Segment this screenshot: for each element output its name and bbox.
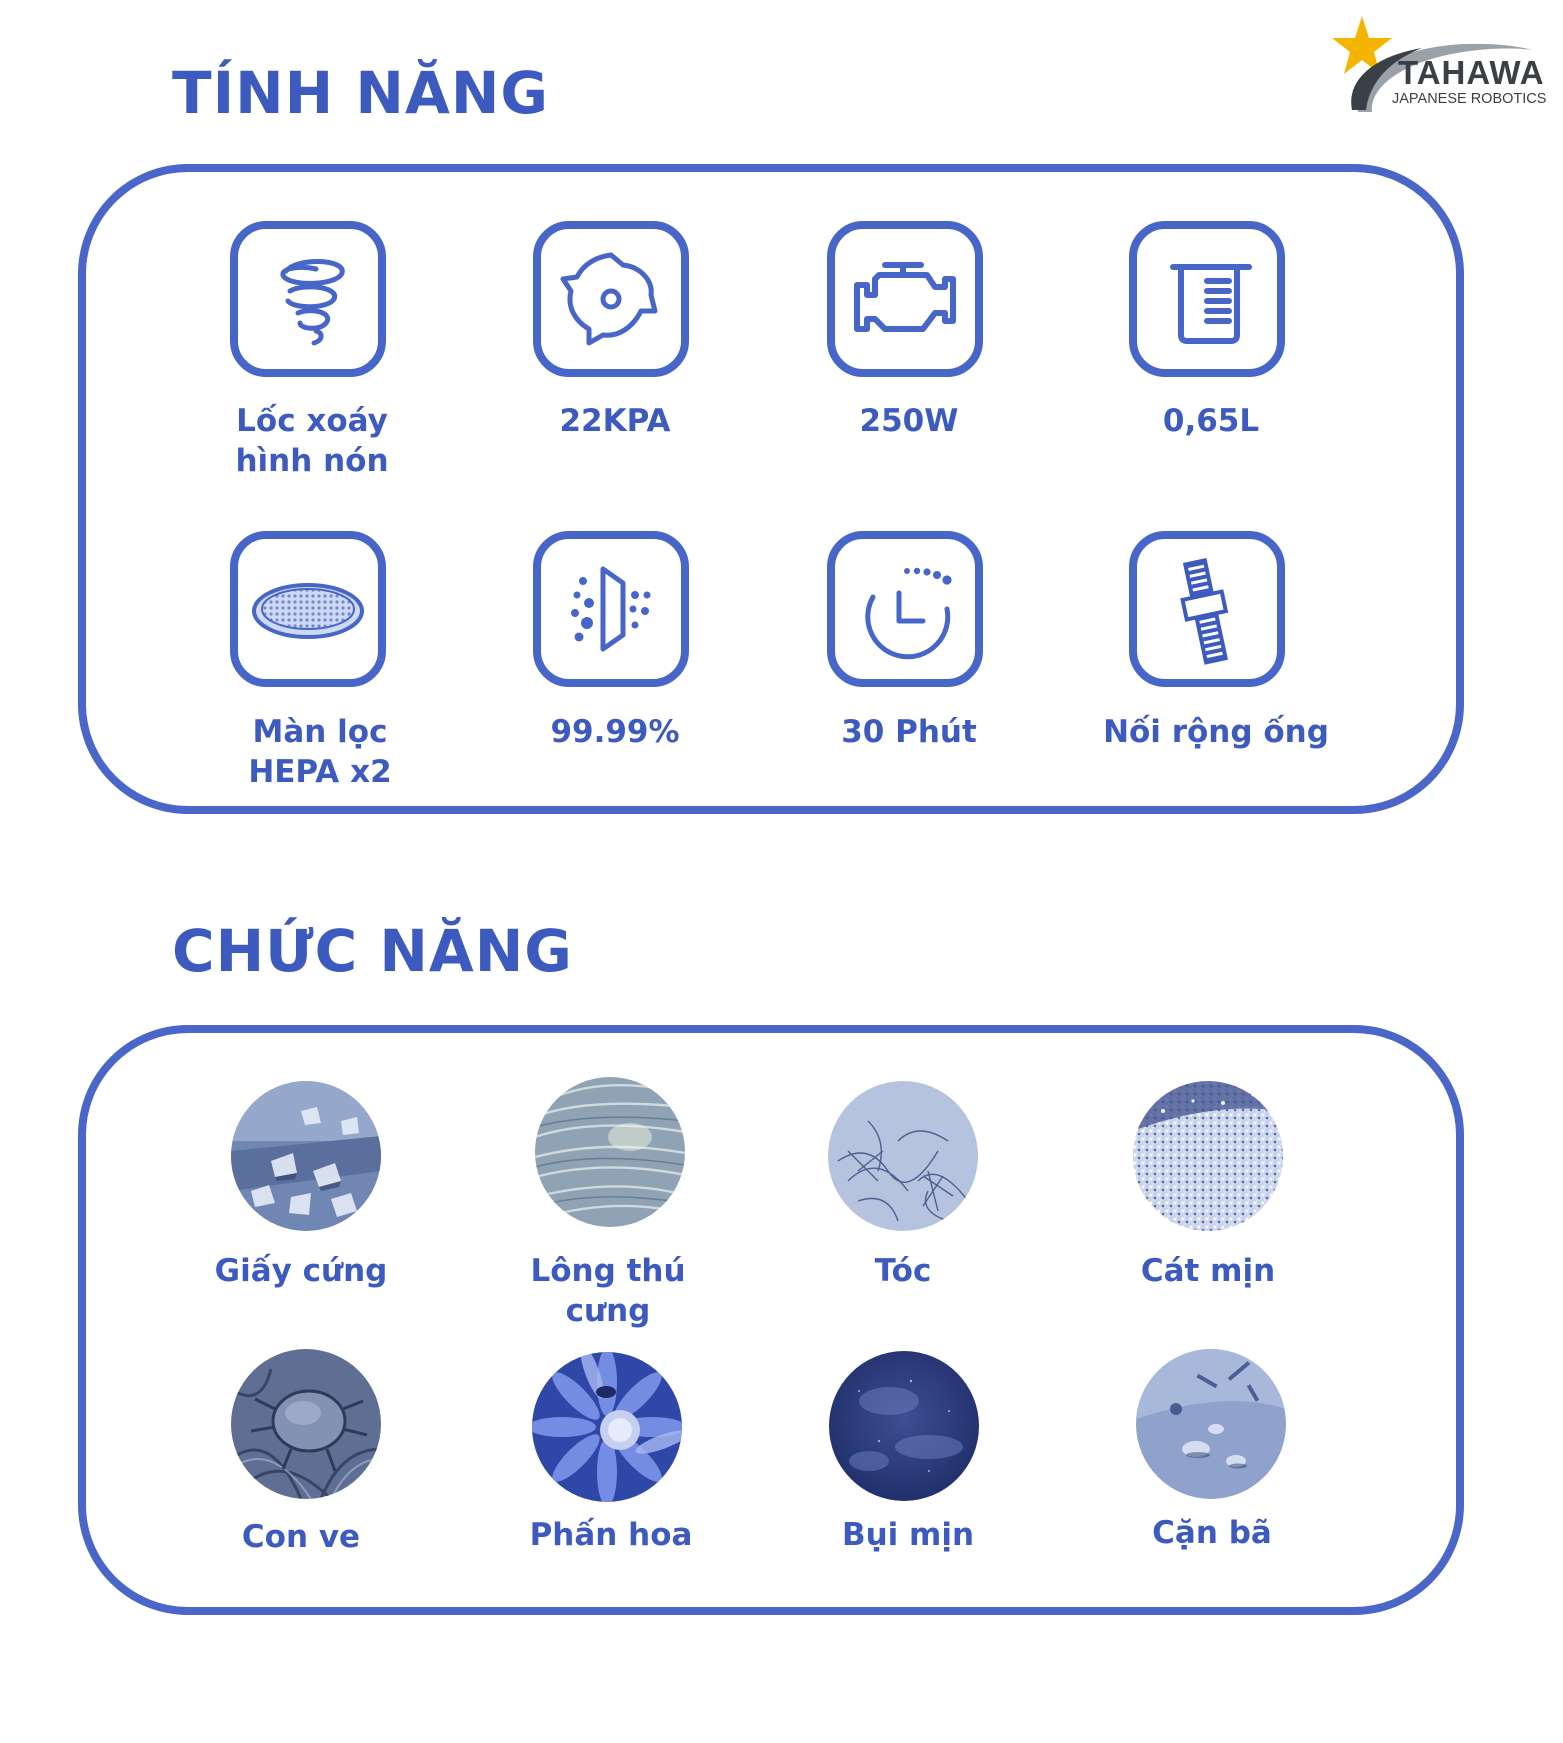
feature-label: Lốc xoáy hình nón	[235, 403, 389, 479]
fan-blade-icon	[533, 221, 689, 377]
tahawa-logo	[1322, 14, 1552, 114]
functions-title: CHỨC NĂNG	[172, 917, 573, 985]
feature-label: Màn lọc HEPA x2	[248, 714, 392, 790]
beaker-icon	[1129, 221, 1285, 377]
engine-icon	[827, 221, 983, 377]
feature-label: 99.99%	[550, 714, 680, 750]
function-label: Con ve	[241, 1519, 361, 1555]
function-label: Cặn bã	[1152, 1515, 1272, 1551]
features-title: TÍNH NĂNG	[172, 59, 549, 127]
feature-label: 30 Phút	[841, 714, 977, 750]
cyclone-icon	[230, 221, 386, 377]
pollen-flower-image	[532, 1352, 682, 1502]
feature-label: 250W	[859, 403, 959, 439]
hair-image	[828, 1081, 978, 1231]
debris-image	[1136, 1349, 1286, 1499]
function-label: Lông thú cưng	[530, 1253, 686, 1329]
timer-icon	[827, 531, 983, 687]
feature-label: 0,65L	[1162, 403, 1260, 439]
logo-name: TAHAWA	[1398, 54, 1545, 91]
function-label: Tóc	[874, 1253, 932, 1289]
extension-tube-icon	[1129, 531, 1285, 687]
function-label: Cát mịn	[1140, 1253, 1276, 1289]
paper-scraps-image	[231, 1081, 381, 1231]
fine-sand-image	[1133, 1081, 1283, 1231]
feature-label: 22KPA	[559, 403, 671, 439]
pet-hair-image	[535, 1077, 685, 1227]
filtration-icon	[533, 531, 689, 687]
hepa-filter-icon	[230, 531, 386, 687]
function-label: Phấn hoa	[529, 1517, 693, 1553]
feature-label: Nối rộng ống	[1103, 714, 1329, 750]
dust-mite-image	[231, 1349, 381, 1499]
logo-tagline: JAPANESE ROBOTICS	[1392, 91, 1547, 107]
function-label: Bụi mịn	[841, 1517, 975, 1553]
fine-dust-image	[829, 1351, 979, 1501]
function-label: Giấy cứng	[214, 1253, 388, 1289]
